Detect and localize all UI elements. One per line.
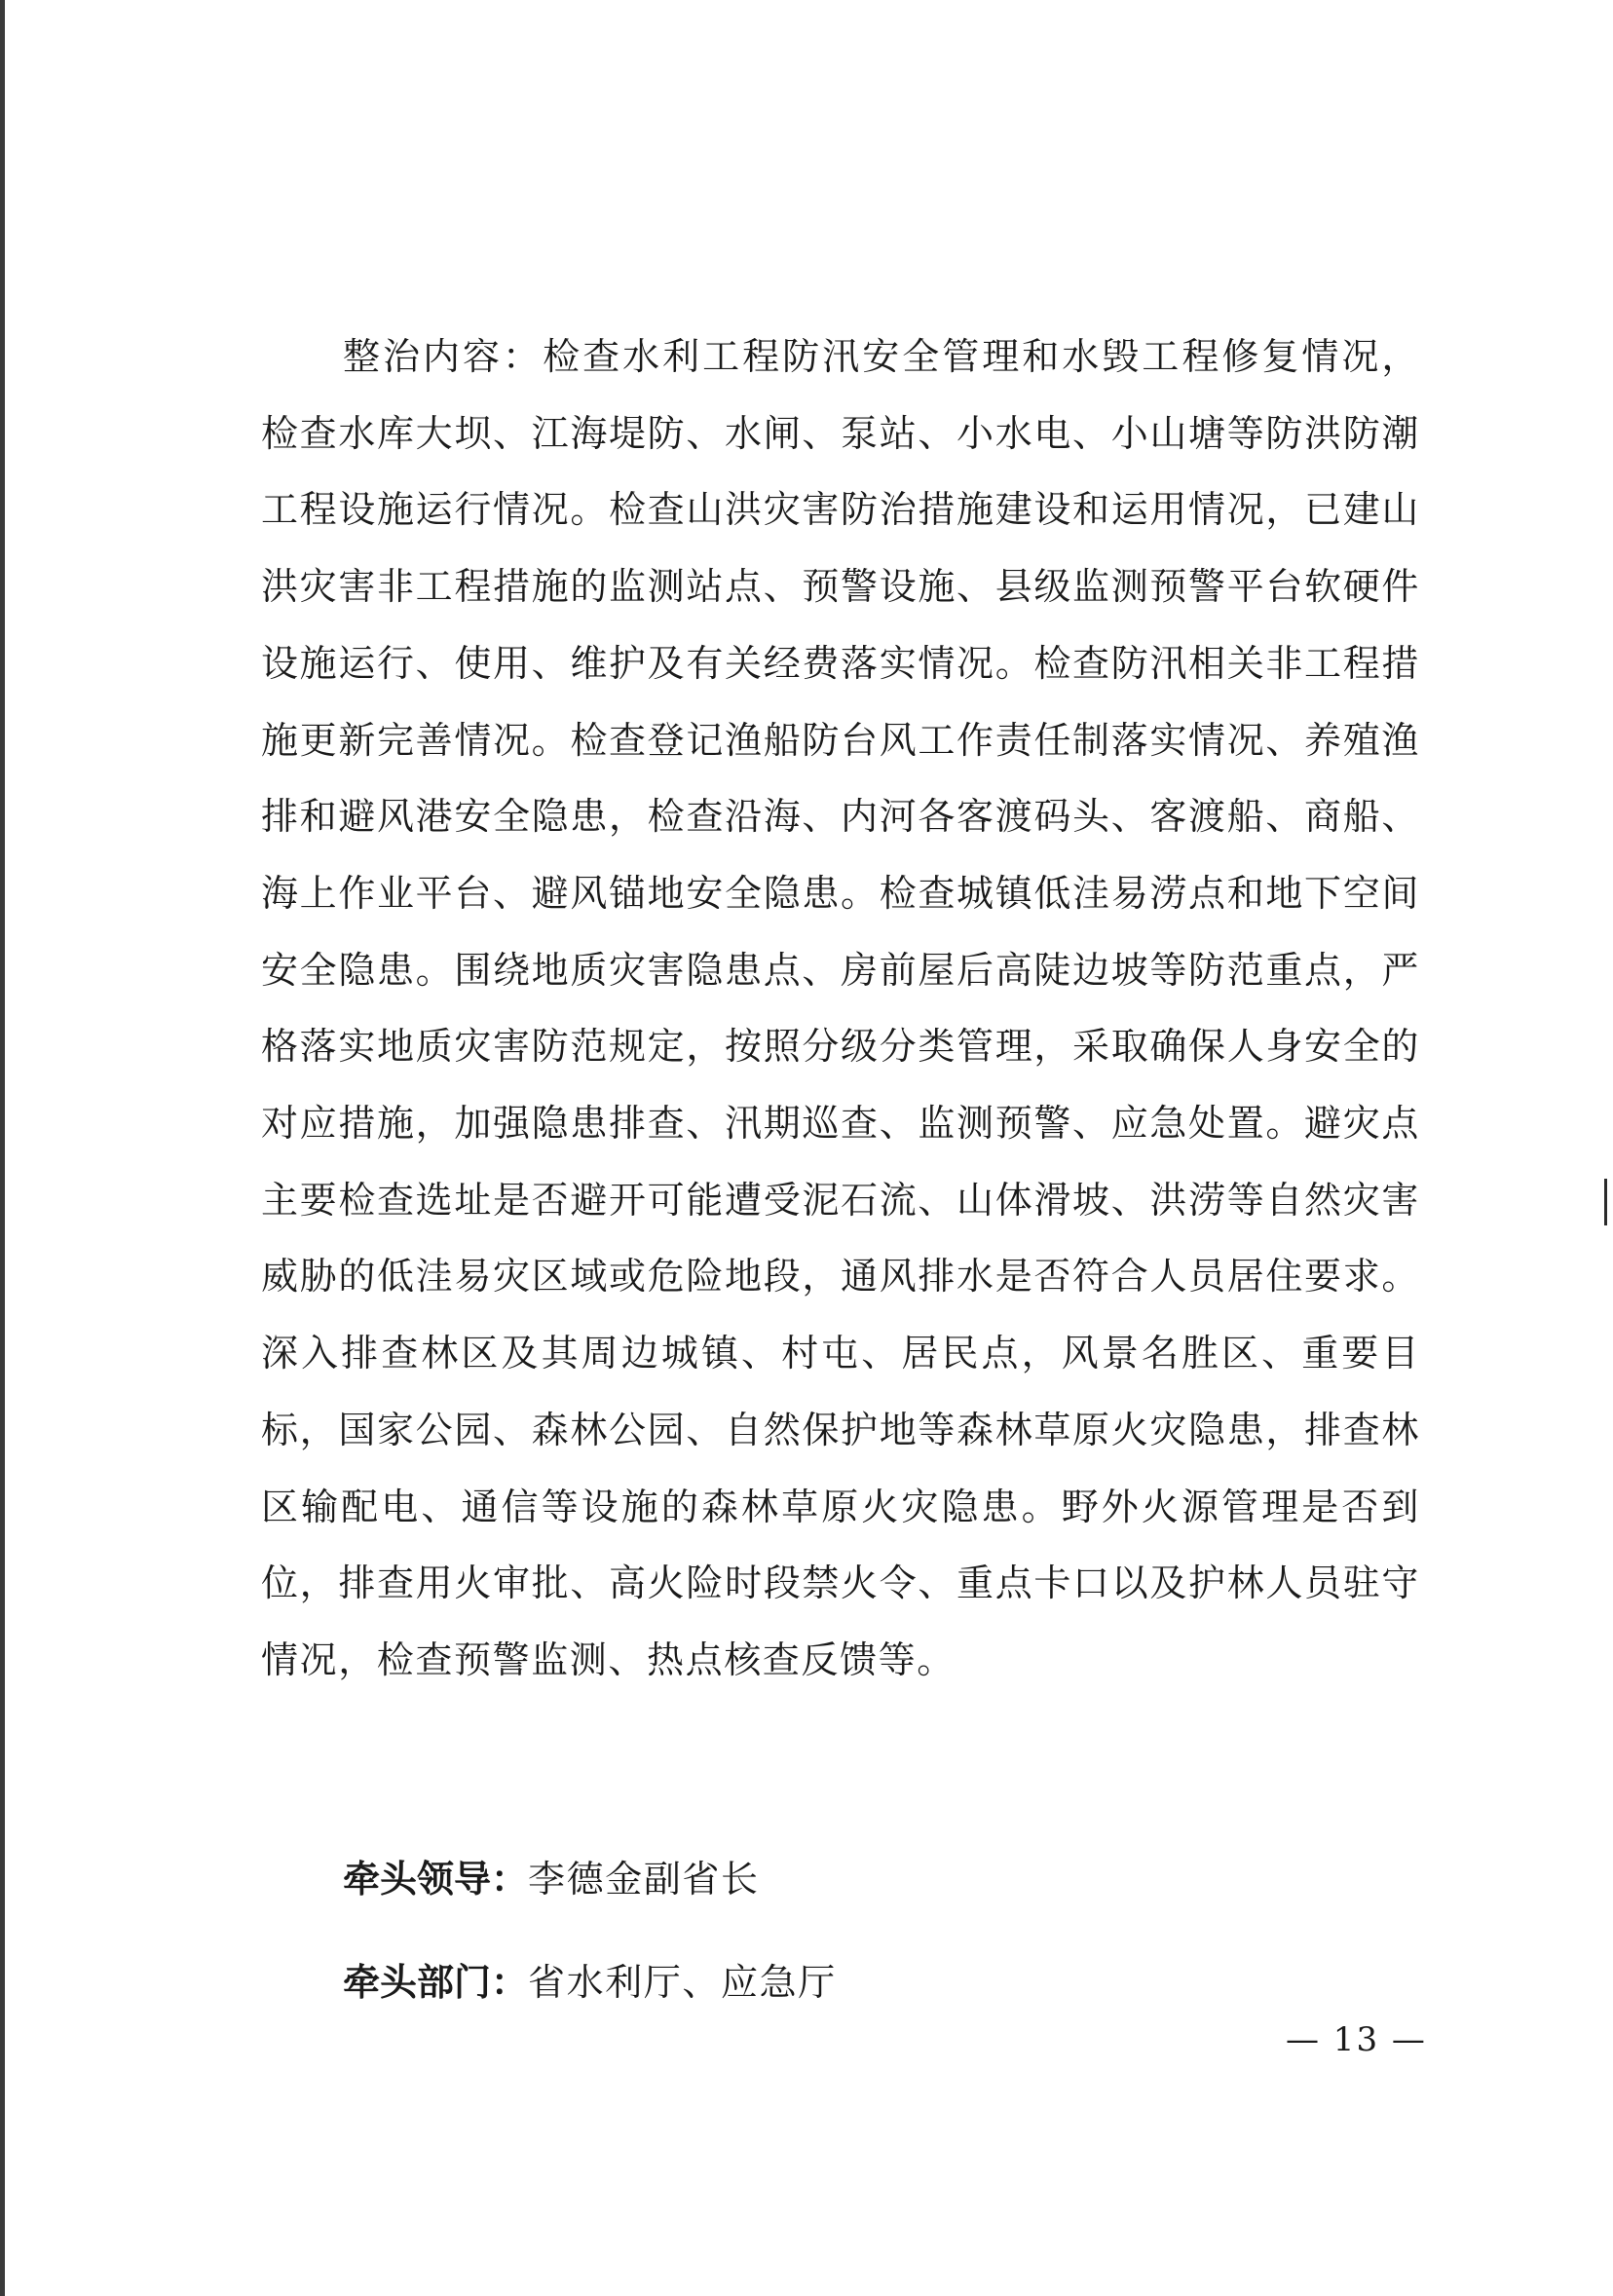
- scan-edge-left: [0, 0, 5, 2296]
- scan-edge-mark: [1604, 1179, 1607, 1225]
- body-paragraph: 整治内容：检查水利工程防汛安全管理和水毁工程修复情况，检查水库大坝、江海堤防、水闸、泵站、小水电、小山塘等防洪防潮工程设施运行情况。检查山洪灾害防治措施建设和运用情况，已建山洪灾害非工程措施的监测站点、预警设施、县级监测预警平台软硬件设施运行、使用、维护及有关经费落实情况。检查防汛相关非工程措施更新完善情况。检查登记渔船防台风工作责任制落实情况、养殖渔排和避风港安全隐患，检查沿海、内河各客渡码头、客渡船、商船、海上作业平台、避风锚地安全隐患。检查城镇低洼易涝点和地下空间安全隐患。围绕地质灾害隐患点、房前屋后高陡边坡等防范重点，严格落实地质灾害防范规定，按照分级分类管理，采取确保人身安全的对应措施，加强隐患排查、汛期巡查、监测预警、应急处置。避灾点主要检查选址是否避开可能遭受泥石流、山体滑坡、洪涝等自然灾害威胁的低洼易灾区域或危险地段，通风排水是否符合人员居住要求。深入排查林区及其周边城镇、村屯、居民点，风景名胜区、重要目标，国家公园、森林公园、自然保护地等森林草原火灾隐患，排查林区输配电、通信等设施的森林草原火灾隐患。野外火源管理是否到位，排查用火审批、高火险时段禁火令、重点卡口以及护林人员驻守情况，检查预警监测、热点核查反馈等。: [261, 335, 1420, 1681]
- lead-department-line: [343, 1952, 837, 2006]
- lead-leader-label: 牵头领导：: [343, 1858, 529, 1901]
- lead-leader-line: [343, 1849, 760, 1902]
- page-number: — 13 —: [1286, 2020, 1427, 2059]
- lead-leader-value: 李德金副省长: [528, 1858, 760, 1901]
- lead-department-label: 牵头部门：: [343, 1961, 529, 2004]
- lead-department-value: 省水利厅、应急厅: [528, 1961, 837, 2004]
